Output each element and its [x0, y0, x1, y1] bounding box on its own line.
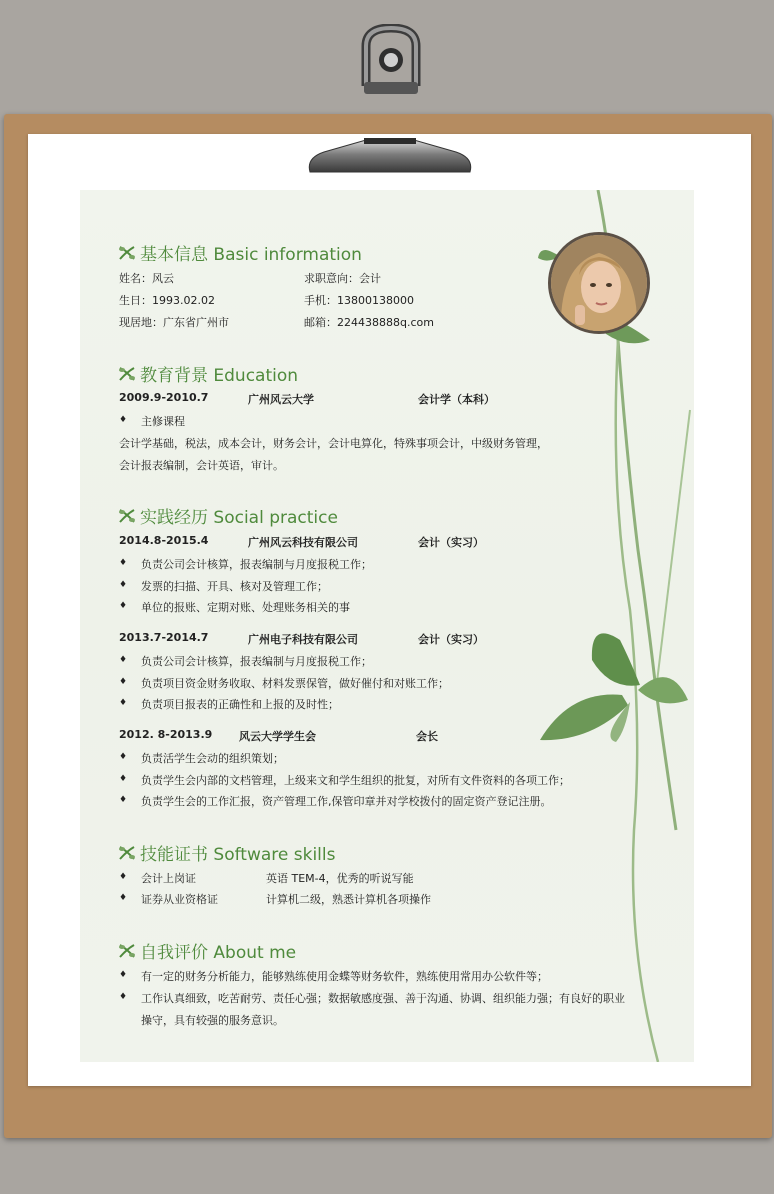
job-item: 负责学生会的工作汇报，资产管理工作,保管印章并对学校拨付的固定资产登记注册。 [141, 795, 552, 808]
bullet-icon: ♦ [119, 893, 128, 903]
skill-left: 会计上岗证 [141, 872, 196, 885]
phone-field: 手机：13800138000 [304, 294, 414, 307]
bullet-icon: ♦ [119, 992, 128, 1002]
bullet-icon: ♦ [119, 774, 128, 784]
bullet-icon: ♦ [119, 752, 128, 762]
job-role: 会计（实习） [418, 536, 484, 549]
skill-right: 计算机二级，熟悉计算机各项操作 [266, 893, 431, 906]
about-item: 工作认真细致，吃苦耐劳、责任心强；数据敏感度强、善于沟通、协调、组织能力强；有良好的职业 [141, 992, 625, 1005]
job-item: 负责项目报表的正确性和上报的及时性； [141, 698, 339, 711]
edu-major: 会计学（本科） [418, 393, 495, 406]
job-org: 广州风云科技有限公司 [248, 536, 358, 549]
wall-background-bottom [0, 1138, 774, 1194]
job-item: 负责学生会内部的文档管理，上级来文和学生组织的批复，对所有文件资料的各项工作； [141, 774, 570, 787]
leaf-cross-icon [118, 845, 136, 861]
job-role: 会长 [416, 730, 438, 743]
edu-period: 2009.9-2010.7 [119, 391, 209, 404]
bullet-icon: ♦ [119, 872, 128, 882]
bullet-icon: ♦ [119, 970, 128, 980]
bullet-icon: ♦ [119, 795, 128, 805]
address-field: 现居地：广东省广州市 [119, 316, 229, 329]
job-role: 会计（实习） [418, 633, 484, 646]
section-title-text: 技能证书 Software skills [140, 845, 336, 865]
job-item: 负责项目资金财务收取、材料发票保管，做好催付和对账工作； [141, 677, 449, 690]
skill-right: 英语 TEM-4，优秀的听说写能 [266, 872, 414, 885]
skill-left: 证券从业资格证 [141, 893, 218, 906]
name-field: 姓名：风云 [119, 272, 174, 285]
bullet-icon: ♦ [119, 558, 128, 568]
section-title-text: 实践经历 Social practice [140, 508, 338, 528]
email-field: 邮箱：224438888q.com [304, 316, 434, 329]
job-org: 风云大学学生会 [239, 730, 316, 743]
edu-school: 广州风云大学 [248, 393, 314, 406]
section-title-text: 基本信息 Basic information [140, 245, 362, 265]
section-title-education [118, 361, 298, 386]
bullet-icon: ♦ [119, 415, 128, 425]
section-title-basic [118, 240, 362, 265]
section-title-text: 自我评价 About me [140, 943, 297, 963]
bullet-icon: ♦ [119, 698, 128, 708]
leaf-cross-icon [118, 508, 136, 524]
job-period: 2012. 8-2013.9 [119, 728, 213, 741]
edu-courses-2: 会计报表编制，会计英语，审计。 [119, 459, 284, 472]
section-title-text: 教育背景 Education [140, 366, 299, 386]
bullet-icon: ♦ [119, 601, 128, 611]
section-title-practice [118, 503, 338, 528]
job-item: 发票的扫描、开具、核对及管理工作； [141, 580, 328, 593]
avatar [548, 232, 650, 334]
binder-clip-ring-icon [358, 24, 424, 94]
job-period: 2014.8-2015.4 [119, 534, 209, 547]
bullet-icon: ♦ [119, 580, 128, 590]
edu-courses-1: 会计学基础，税法，成本会计，财务会计，会计电算化，特殊事项会计，中级财务管理， [119, 437, 548, 450]
about-item: 有一定的财务分析能力，能够熟练使用金蝶等财务软件，熟练使用常用办公软件等； [141, 970, 548, 983]
about-item-cont: 操守，具有较强的服务意识。 [141, 1014, 284, 1027]
binder-clip-icon [306, 138, 474, 174]
job-item: 负责公司会计核算，报表编制与月度报税工作； [141, 655, 372, 668]
job-org: 广州电子科技有限公司 [248, 633, 358, 646]
objective-field: 求职意向：会计 [304, 272, 381, 285]
edu-bullet-text: 主修课程 [141, 415, 185, 428]
job-item: 单位的报账、定期对账、处理账务相关的事 [141, 601, 350, 614]
job-item: 负责公司会计核算，报表编制与月度报税工作； [141, 558, 372, 571]
bullet-icon: ♦ [119, 677, 128, 687]
job-item: 负责活学生会动的组织策划； [141, 752, 284, 765]
leaf-cross-icon [118, 366, 136, 382]
portrait-photo-icon [551, 235, 647, 331]
leaf-cross-icon [118, 245, 136, 261]
job-period: 2013.7-2014.7 [119, 631, 209, 644]
section-title-about [118, 938, 296, 963]
bullet-icon: ♦ [119, 655, 128, 665]
section-title-skills [118, 840, 335, 865]
leaf-cross-icon [118, 943, 136, 959]
birth-field: 生日：1993.02.02 [119, 294, 215, 307]
